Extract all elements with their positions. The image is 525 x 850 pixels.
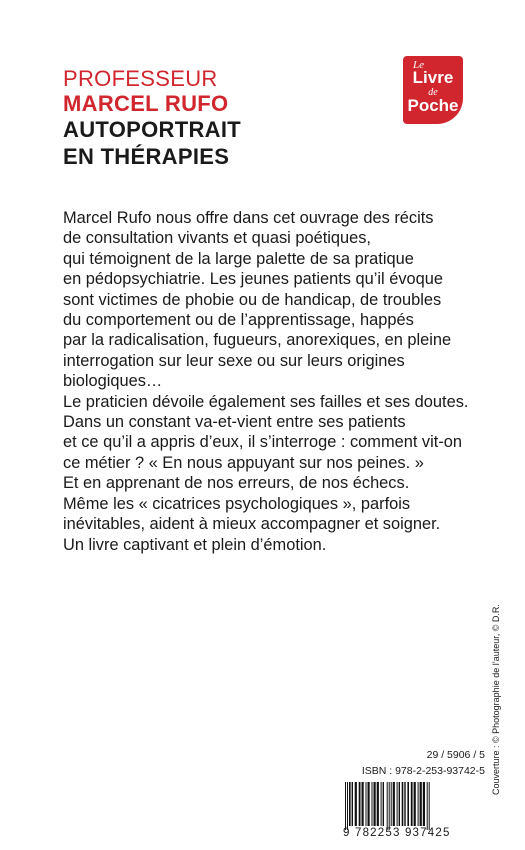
blurb-line: Et en apprenant de nos erreurs, de nos échecs. xyxy=(63,474,410,493)
barcode-bar xyxy=(399,782,400,826)
book-title-line-2: EN THÉRAPIES xyxy=(63,144,230,169)
barcode-bar xyxy=(391,782,392,826)
barcode-digits: 9 782253 937425 xyxy=(343,827,451,839)
blurb-line: par la radicalisation, fugueurs, anorexiques, en pleine xyxy=(63,331,452,350)
barcode-bar xyxy=(404,782,405,826)
blurb-line: du comportement ou de l’apprentissage, happés xyxy=(63,311,414,330)
logo-text-de: de xyxy=(428,87,438,98)
isbn-number: ISBN : 978-2-253-93742-5 xyxy=(361,765,485,777)
barcode-bar xyxy=(387,782,388,830)
book-title-line-1: AUTOPORTRAIT xyxy=(63,117,241,142)
back-cover-blurb xyxy=(63,208,469,555)
blurb-line: interrogation sur leur sexe ou sur leurs origines xyxy=(63,351,405,370)
barcode-bar xyxy=(349,782,351,826)
barcode-bar xyxy=(414,782,416,826)
blurb-line: qui témoignent de la large palette de sa pratique xyxy=(63,249,414,268)
barcode-bar xyxy=(355,782,357,826)
blurb-line: et ce qu’il a appris d’eux, il s’interroge : comment vit-on xyxy=(63,433,463,452)
barcode-bar xyxy=(359,782,361,826)
barcode-bar xyxy=(383,782,384,826)
barcode-bar xyxy=(402,782,404,826)
cover-credit: Couverture : © Photographie de l’auteur, © D.R. xyxy=(491,604,501,795)
barcode-bar xyxy=(366,782,367,826)
barcode-bar xyxy=(397,782,398,826)
blurb-line: Dans un constant va-et-vient entre ses patients xyxy=(63,413,406,432)
author-prefix: PROFESSEUR xyxy=(63,66,218,91)
barcode-bar xyxy=(427,782,428,830)
barcode-bar xyxy=(420,782,422,826)
blurb-line: biologiques… xyxy=(63,372,163,391)
barcode-bar xyxy=(377,782,379,826)
barcode-bar xyxy=(374,782,376,826)
barcode-bar xyxy=(407,782,409,826)
author-name: MARCEL RUFO xyxy=(63,91,229,116)
book-codes xyxy=(362,747,485,779)
blurb-line: Un livre captivant et plein d’émotion. xyxy=(63,535,327,554)
barcode-bar xyxy=(352,782,353,826)
catalog-number: 29 / 5906 / 5 xyxy=(426,749,485,761)
barcode-bar xyxy=(429,782,430,830)
barcode-bar xyxy=(381,782,382,826)
publisher-logo xyxy=(403,56,463,124)
blurb-line: de consultation vivants et quasi poétiques, xyxy=(63,229,371,248)
blurb-line: sont victimes de phobie ou de handicap, de troubles xyxy=(63,290,442,309)
logo-text-livre: Livre xyxy=(412,68,454,87)
logo-text-poche: Poche xyxy=(407,96,459,115)
barcode-bar xyxy=(372,782,373,826)
blurb-line: Marcel Rufo nous offre dans cet ouvrage des récits xyxy=(63,209,434,227)
barcode-bar xyxy=(389,782,390,830)
blurb-line: ce métier ? « En nous appuyant sur nos peines. » xyxy=(63,453,424,472)
barcode-bar xyxy=(345,782,346,830)
barcode-bar xyxy=(347,782,348,830)
logo-text-le: Le xyxy=(413,59,424,71)
blurb-line: en pédopsychiatrie. Les jeunes patients qu’il évoque xyxy=(63,270,443,289)
isbn-barcode xyxy=(343,782,483,830)
blurb-line: inévitables, aident à mieux accompagner et soigner. xyxy=(63,515,441,534)
barcode-bar xyxy=(418,782,419,826)
barcode-bar xyxy=(411,782,413,826)
barcode-bar xyxy=(362,782,364,826)
book-header xyxy=(63,66,241,170)
barcode-bar xyxy=(368,782,370,826)
barcode-bar xyxy=(423,782,425,826)
barcode-bar xyxy=(393,782,395,826)
blurb-line: Le praticien dévoile également ses failles et ses doutes. xyxy=(63,392,469,411)
blurb-line: Même les « cicatrices psychologiques », parfois xyxy=(63,494,411,513)
